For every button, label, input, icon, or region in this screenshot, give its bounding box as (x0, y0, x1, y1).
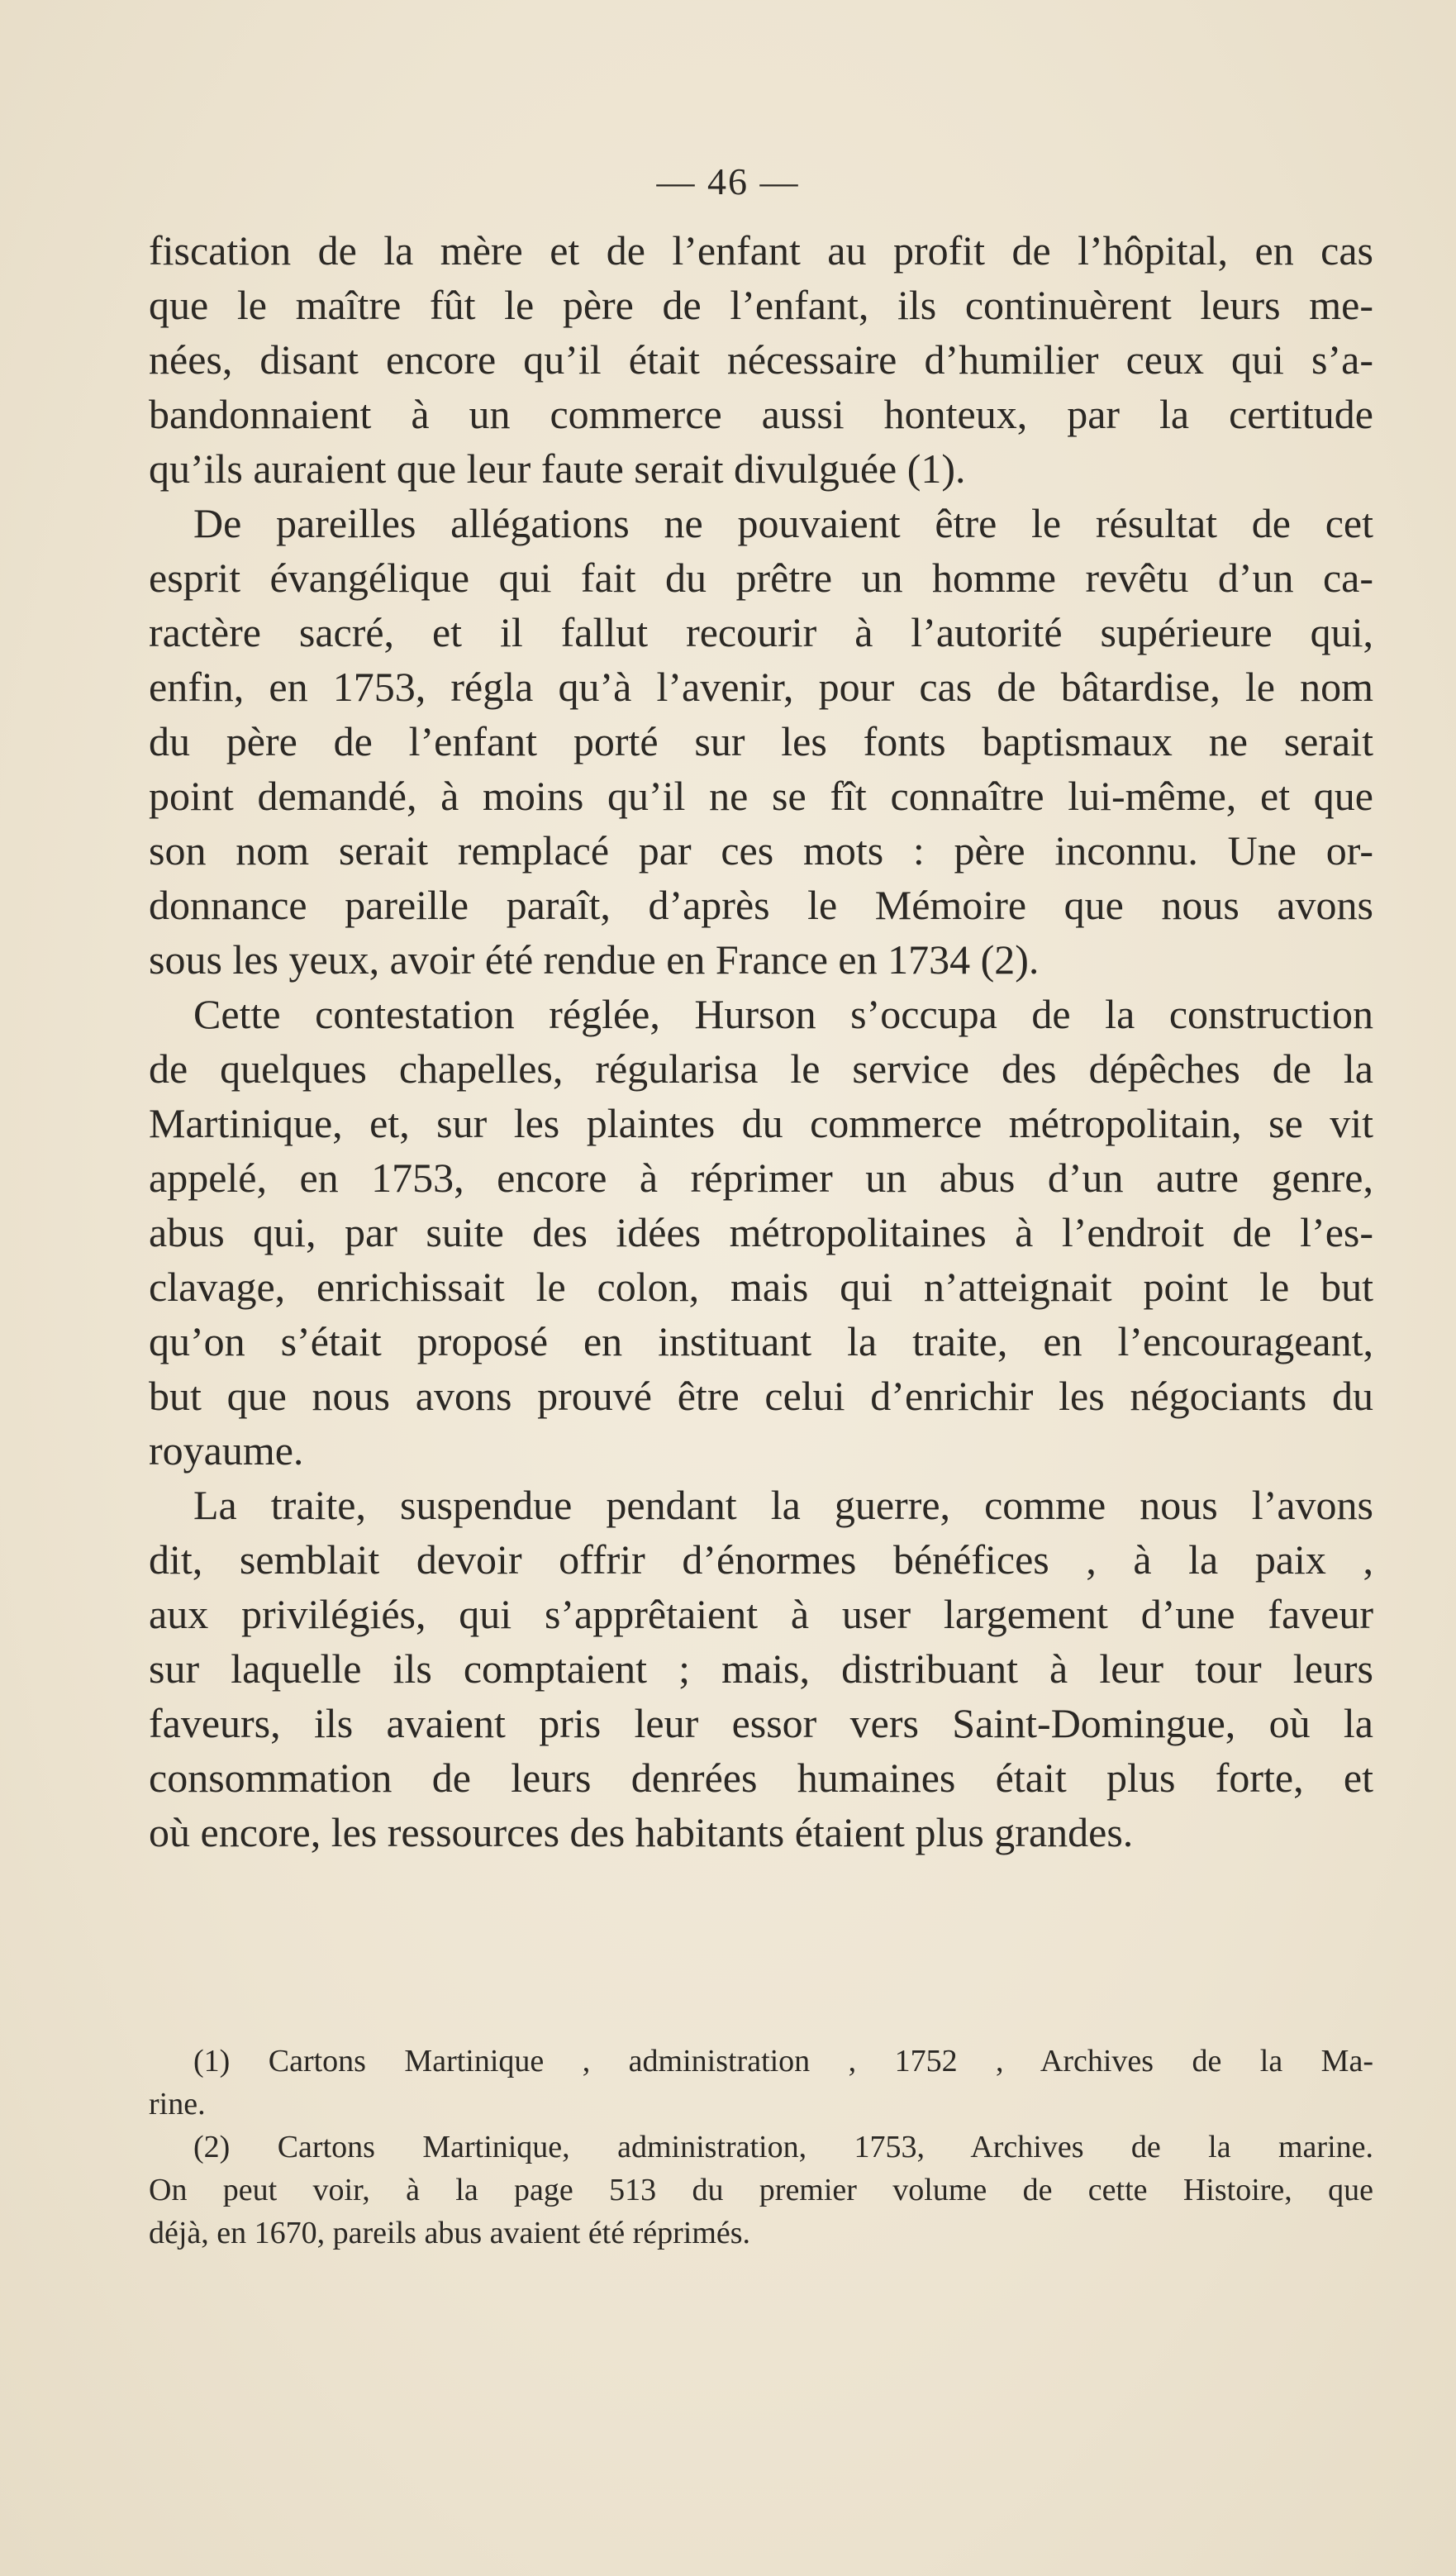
text-line: Martinique, et, sur les plaintes du commerce métropolitain, se vit (149, 1100, 1373, 1146)
footnote-1 (149, 2040, 1373, 2126)
text-line: clavage, enrichissait le colon, mais qui n’atteignait point le but (149, 1264, 1373, 1310)
text-line: bandonnaient à un commerce aussi honteux, par la certitude (149, 391, 1373, 437)
text-line: ractère sacré, et il fallut recourir à l’autorité supérieure qui, (149, 609, 1373, 655)
footnote-line: déjà, en 1670, pareils abus avaient été réprimés. (149, 2216, 751, 2250)
text-line: sur laquelle ils comptaient ; mais, distribuant à leur tour leurs (149, 1645, 1373, 1692)
footnote-line: (2) Cartons Martinique, administration, 1753, Archives de la marine. (193, 2130, 1373, 2164)
paragraph-1 (149, 223, 1373, 496)
text-line: de quelques chapelles, régularisa le service des dépêches de la (149, 1045, 1373, 1092)
footnote-2 (149, 2126, 1373, 2255)
paragraph-4 (149, 1478, 1373, 1859)
text-line: sous les yeux, avoir été rendue en France en 1734 (2). (149, 936, 1040, 983)
footnote-line: (1) Cartons Martinique , administration , 1752 , Archives de la Ma- (193, 2044, 1373, 2078)
paragraph-2 (149, 496, 1373, 987)
text-line: royaume. (149, 1427, 304, 1474)
text-line: enfin, en 1753, régla qu’à l’avenir, pour cas de bâtardise, le nom (149, 664, 1373, 710)
text-line: aux privilégiés, qui s’apprêtaient à user largement d’une faveur (149, 1591, 1373, 1637)
text-line: fiscation de la mère et de l’enfant au profit de l’hôpital, en cas (149, 227, 1373, 274)
text-line: point demandé, à moins qu’il ne se fît connaître lui-même, et que (149, 773, 1373, 819)
text-line: que le maître fût le père de l’enfant, ils continuèrent leurs me- (149, 282, 1373, 328)
text-line: qu’ils auraient que leur faute serait divulguée (1). (149, 445, 966, 492)
text-line: donnance pareille paraît, d’après le Mémoire que nous avons (149, 882, 1373, 928)
body-text (149, 223, 1373, 1859)
footnote-line: rine. (149, 2087, 206, 2121)
text-line: son nom serait remplacé par ces mots : père inconnu. Une or- (149, 827, 1373, 874)
text-line: nées, disant encore qu’il était nécessaire d’humilier ceux qui s’a- (149, 336, 1373, 383)
text-line: faveurs, ils avaient pris leur essor vers Saint-Domingue, où la (149, 1700, 1373, 1746)
page-number: — 46 — (656, 160, 800, 202)
text-line: du père de l’enfant porté sur les fonts baptismaux ne serait (149, 718, 1373, 764)
text-line: De pareilles allégations ne pouvaient être le résultat de cet (193, 500, 1373, 546)
text-line: consommation de leurs denrées humaines était plus forte, et (149, 1755, 1373, 1801)
paragraph-3 (149, 987, 1373, 1478)
footnote-line: On peut voir, à la page 513 du premier volume de cette Histoire, que (149, 2173, 1373, 2207)
text-line: abus qui, par suite des idées métropolitaines à l’endroit de l’es- (149, 1209, 1373, 1255)
text-line: où encore, les ressources des habitants étaient plus grandes. (149, 1809, 1134, 1855)
text-line: appelé, en 1753, encore à réprimer un abus d’un autre genre, (149, 1155, 1373, 1201)
footnotes (149, 2040, 1373, 2255)
text-line: but que nous avons prouvé être celui d’enrichir les négociants du (149, 1373, 1373, 1419)
text-line: Cette contestation réglée, Hurson s’occupa de la construction (193, 991, 1373, 1037)
text-line: esprit évangélique qui fait du prêtre un homme revêtu d’un ca- (149, 555, 1373, 601)
text-line: dit, semblait devoir offrir d’énormes bénéfices , à la paix , (149, 1536, 1373, 1583)
text-line: La traite, suspendue pendant la guerre, comme nous l’avons (193, 1482, 1373, 1528)
text-line: qu’on s’était proposé en instituant la traite, en l’encourageant, (149, 1318, 1373, 1364)
